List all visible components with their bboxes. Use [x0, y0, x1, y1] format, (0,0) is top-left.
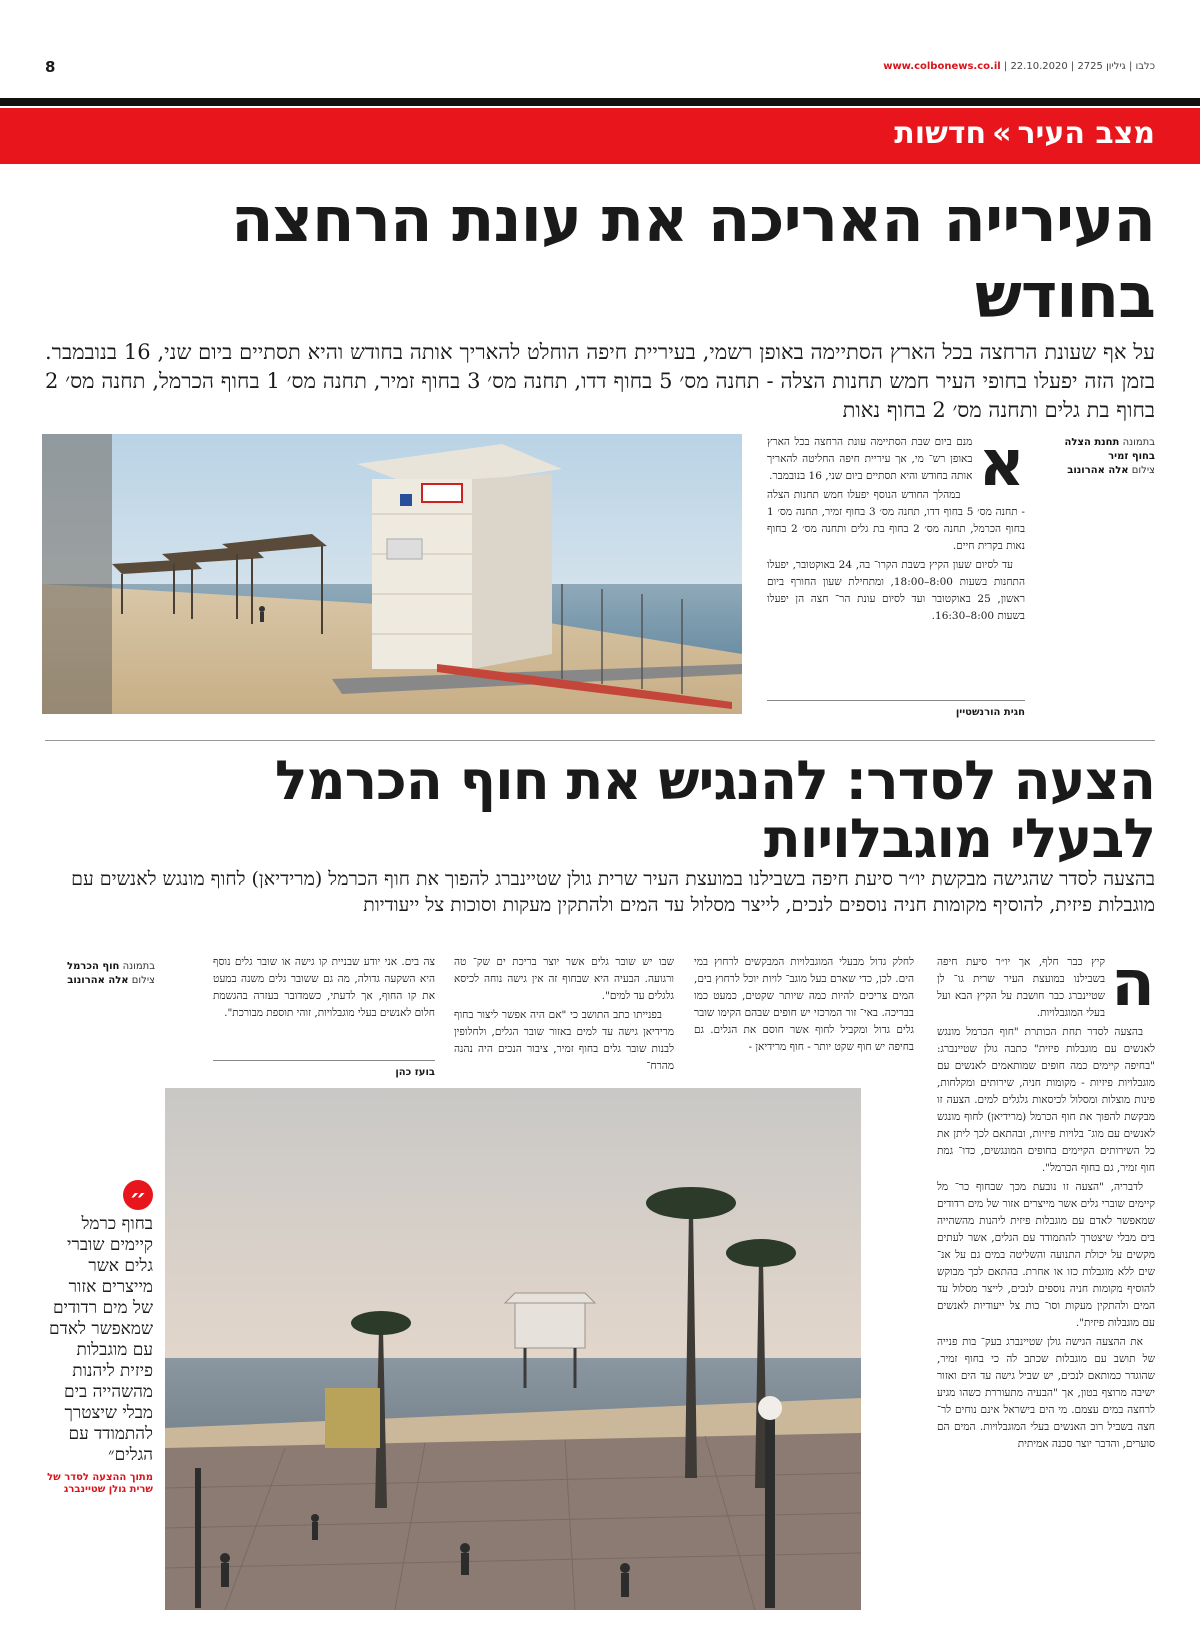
article1-paragraph: עד לסיום שעון הקיץ בשבת הקרו־ בה, 24 באוקטובר, יפעלו התחנות בשעות 8:00–18:00, ומתחילת שעון החורף ביום ראשון, 25 באוקטובר ועד לסיום עונת הר־ חצה הן יפעלו בשעות 8:00–16:30.	[767, 559, 1025, 622]
article-divider	[45, 740, 1155, 741]
section-right: חדשות	[894, 116, 987, 151]
pull-quote	[45, 1180, 153, 1496]
section-banner	[0, 108, 1200, 164]
carmel-beach-photo	[165, 1088, 861, 1610]
site-url[interactable]: www.colbonews.co.il	[883, 61, 1001, 72]
article1-photo-caption: בתמונה תחנת הצלה בחוף זמיר צילום אלה אהרונוב	[1064, 437, 1155, 476]
double-chevron-icon: »	[992, 116, 1012, 151]
page-header	[45, 58, 1155, 78]
caption-title: חוף הכרמל	[67, 961, 120, 972]
article2-headline-line2: לבעלי מוגבלויות	[763, 807, 1155, 870]
article2-paragraph: בהצעה לסדר תחת הכותרת "חוף הכרמל מונגש לאנשים עם מוגבלות פיזית" כתבה גולן שטיינברג: "בחיפה קיימים כמה חופים שמותאמים לאנשים עם מוגבלויות פיזיות - מקומות חניה, שירותים ומקלחות, פינות מוצלות ומסלול לכיסאות גלגלים למים. הצעה זו מבקשת להפוך את חוף הכרמל (מרידיאן) לחוף מונגש לאנשים עם מוג־ בלויות פיזיות, ובהתאם לכך ליתן את כל השירותים הקיימים בחופים המונגשים, כדו־ גמת חוף זמיר, גם בחוף הכרמל".	[937, 1026, 1155, 1174]
article1-headline: העירייה האריכה את עונת הרחצה בחודש	[230, 183, 1155, 332]
issue-info	[883, 61, 1155, 72]
page-number: 8	[45, 58, 56, 76]
lifeguard-station-photo	[42, 434, 742, 714]
article2-paragraph: את ההצעה הגישה גולן שטיינברג בעק־ בות פנייה של תושב עם מוגבלות שכתב לה כי בחוף זמיר, שהוגדר כמותאם לנכים, יש שביל גישה עד הים ואזור ישיבה מרוצף בטון, אך "הבעיה מתעוררת כשהו מגיע לרחצה במים עצמם. מי הים בישראל אינם נוחים לר־ חצה בשביל רוב האנשים בעלי המוגבלויות. המים הם סוערים, והדבר יוצר סכנה אמיתית	[937, 1336, 1155, 1450]
article2-paragraph: צה בים. אני יודע שבניית קו גישה או שובר גלים נוסף היא השקעה גדולה, מה גם ששובר גלים משנה במעט את קו החוף, אך לדעתי, כשמדובר בעזרה בהגשמת חלום לאנשים בעלי מוגבלויות, זוהי תוספת מבורכת".	[213, 956, 435, 1019]
article1-byline: חגית הורנשטיין	[767, 700, 1025, 718]
article2-headline	[45, 749, 1155, 870]
section-left: מצב העיר	[1017, 116, 1155, 151]
issue-details: | כלבו | גיליון 2725 | 22.10.2020	[1003, 61, 1155, 72]
dropcap: ה	[1111, 947, 1155, 1021]
caption-title: תחנת הצלה בחוף זמיר	[1064, 437, 1155, 462]
article2-paragraph: שבו יש שובר גלים אשר יוצר בריכת ים שק־ טה ורגועה. הבעיה היא שבחוף זה אין גישה נוחה לכיסא גלגלים עד למים".	[454, 956, 674, 1002]
article2-paragraph: בפנייתו כתב התושב כי "אם היה אפשר ליצור בחוף מרידיאן גישה עד למים באזור שובר הגלים, ולחלופין לבנות שובר גלים בחוף זמיר, ציבור הנכים היה נהנה מהרח־	[454, 1009, 674, 1072]
caption-credit: אלה אהרונוב	[1067, 465, 1129, 476]
carmel-beach-image	[165, 1088, 861, 1610]
article2-lead: בהצעה לסדר שהגישה מבקשת יו״ר סיעת חיפה בשבילנו במועצת העיר שרית גולן שטיינברג להפוך את חוף הכרמל (מרידיאן) לחוף מונגש לאנשים עם מוגבלות פיזית, להוסיף מקומות חניה נוספים לנכים, לייצר מסלול עד המים ולהתקין מעקות וסוכות צל ייעודיות	[71, 868, 1155, 916]
article2-paragraph: לחלק גדול מבעלי המוגבלויות המבקשים לרחוץ במי הים. לכן, כדי שארם בעל מוגב־ לויות יוכל לרחוץ בים, המים צריכים להיות כמה שיותר שקטים, כמעט כמו בבריכה. באי־ זור המרכזי יש חופים שבהם הקימו שובר גלים גדול ומקביל לחוף אשר חוסם את הגלים. גם בחיפה יש חוף שקט יותר - חוף מרידיאן -	[694, 956, 914, 1053]
caption-credit: אלה אהרונוב	[67, 975, 129, 986]
article2-photo-caption: בתמונה חוף הכרמל צילום אלה אהרונוב	[67, 961, 155, 986]
article2-paragraph: קיץ כבר חלף, אך יו״ר סיעת חיפה בשבילנו במועצת העיר שרית גו־ לן שטיינברג כבר חושבת על הקיץ הבא ועל בעלי המוגבלויות.	[937, 956, 1106, 1019]
article2-byline: בועז כהן	[213, 1060, 435, 1078]
article2-col2	[694, 954, 914, 1058]
quote-mark-icon: ״	[123, 1180, 153, 1210]
article1-lead: על אף שעונת הרחצה בכל הארץ הסתיימה באופן רשמי, בעיריית חיפה הוחלט להאריך אותה בחודש והיא תסתיים ביום שני, 16 בנובמבר. בזמן הזה יפעלו בחופי העיר חמש תחנות הצלה - תחנה מס׳ 5 בחוף דדו, תחנה מס׳ 3 בחוף זמיר, תחנה מס׳ 1 בחוף הכרמל, תחנה מס׳ 2 בחוף בת גלים ותחנה מס׳ 2 בחוף נאות	[45, 340, 1155, 422]
article2-col3	[454, 954, 674, 1077]
article1-paragraph: במהלך החודש הנוסף יפעלו חמש תחנות הצלה - תחנה מס׳ 5 בחוף דדו, תחנה מס׳ 3 בחוף זמיר, תחנה מס׳ 1 בחוף הכרמל, תחנה מס׳ 2 בחוף בת גלים ותחנה מס׳ 2 בחוף נאות בקרית חיים.	[767, 489, 1026, 552]
quote-text: בחוף כרמל קיימים שוברי גלים אשר מייצרים אזור של מים רדודים שמאפשר לאדם עם מוגבלות פיזית ליהנות מהשהייה בים מבלי שיצטרך להתמודד עם הגלים״	[49, 1214, 153, 1465]
section-title	[894, 116, 1155, 151]
lifeguard-station-image	[42, 434, 742, 714]
article2-headline-line1: הצעה לסדר: להנגיש את חוף הכרמל	[274, 749, 1155, 812]
article2-col1	[937, 947, 1155, 1455]
article1-body	[767, 427, 1026, 627]
dropcap: א	[978, 427, 1025, 501]
quote-source: מתוך ההצעה לסדר של שרית גולן שטיינברג	[47, 1472, 153, 1495]
article1-paragraph: מנם ביום שבת הסתיימה עונת הרחצה בכל הארץ באופן רש־ מי, אך עיריית חיפה החליטה להאריך אותה בחודש והיא תסתיים ביום שני, 16 בנובמבר.	[767, 436, 973, 482]
top-black-bar	[0, 98, 1200, 106]
article2-paragraph: לדבריה, "הצעה זו נובעת מכך שבחוף כר־ מל קיימים שוברי גלים אשר מייצרים אזור של מים רדודים שמאפשר לאדם עם מוגבלות פיזית ליהנות מהשהייה בים מבלי שיצטרך להתמודד עם הגלים, אשר לעתים מקשים על יכולת התנועה והשליטה במים גם על אנ־ שים ללא מוגבלות כזו או אחרת. בהתאם לכך מבוקש להוסיף מקומות חניה נוספים לנכים, לייצר מסלול עד המים ולהתקין מעקות וסו־ כות צל ייעודיות לאנשים עם מוגבלות פיזית".	[937, 1181, 1155, 1329]
article2-col4	[213, 954, 435, 1024]
